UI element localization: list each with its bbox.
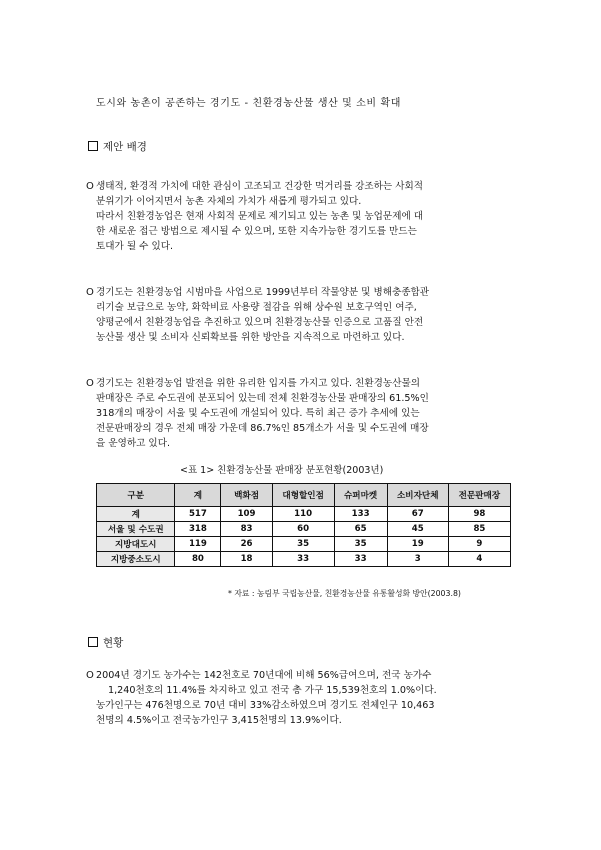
header-cell: 계 [175, 484, 221, 507]
text-line: 생태적, 환경적 가치에 대한 관심이 고조되고 건강한 먹거리를 강조하는 사회적 [96, 181, 424, 192]
section-label: 현황 [103, 637, 124, 649]
header-cell: 백화점 [221, 484, 272, 507]
row-header-cell: 지방중소도시 [97, 552, 175, 567]
table-cell: 83 [221, 522, 272, 537]
table-row [97, 537, 511, 552]
table-cell: 98 [448, 507, 510, 522]
table-cell: 9 [448, 537, 510, 552]
table-cell: 65 [334, 522, 387, 537]
table-cell: 3 [387, 552, 448, 567]
table-cell: 35 [334, 537, 387, 552]
table-cell: 33 [334, 552, 387, 567]
text-line: 2004년 경기도 농가수는 142천호로 70년대에 비해 56%급여으며, 전국 농가수 [96, 670, 432, 681]
header-cell: 소비자단체 [387, 484, 448, 507]
text-line: 318개의 매장이 서울 및 수도권에 개설되어 있다. 특히 최근 증가 추세에 있는 [96, 408, 420, 419]
table-cell: 4 [448, 552, 510, 567]
text-line: 을 운영하고 있다. [96, 438, 171, 449]
document-title: 도시와 농촌이 공존하는 경기도 - 친환경농산물 생산 및 소비 확대 [96, 98, 401, 109]
paragraph-4 [96, 668, 437, 728]
text-line: 농산물 생산 및 소비자 신뢰확보를 위한 방안을 지속적으로 마련하고 있다. [96, 332, 405, 343]
table-cell: 133 [334, 507, 387, 522]
text-line: 양평군에서 친환경농업을 추진하고 있으며 친환경농산물 인증으로 고품질 안전 [96, 317, 424, 328]
header-cell: 슈퍼마켓 [334, 484, 387, 507]
table-row [97, 507, 511, 522]
table-cell: 110 [272, 507, 334, 522]
row-header-cell: 지방대도시 [97, 537, 175, 552]
header-cell: 구분 [97, 484, 175, 507]
table-header-row [97, 484, 511, 507]
table-cell: 119 [175, 537, 221, 552]
bullet-icon: O [86, 181, 94, 192]
row-header-cell: 서울 및 수도권 [97, 522, 175, 537]
table-cell: 109 [221, 507, 272, 522]
paragraph-2 [96, 285, 429, 345]
text-line: 전문판매장의 경우 전체 매장 가운데 86.7%인 85개소가 서울 및 수도권에 매장 [96, 423, 429, 434]
table-cell: 35 [272, 537, 334, 552]
bullet-icon: O [86, 378, 94, 389]
text-line: 한 새로운 접근 방법으로 제시될 수 있으며, 또한 지속가능한 경기도를 만드는 [96, 226, 417, 237]
text-line: 리기술 보급으로 농약, 화학비료 사용량 절감을 위해 상수원 보호구역인 여주, [96, 302, 417, 313]
table-row [97, 552, 511, 567]
paragraph-1 [96, 179, 423, 254]
row-header-cell: 계 [97, 507, 175, 522]
section-box-icon [88, 141, 98, 151]
table-cell: 45 [387, 522, 448, 537]
text-line: 토대가 될 수 있다. [96, 241, 174, 252]
bullet-icon: O [86, 287, 94, 298]
bullet-icon: O [86, 670, 94, 681]
text-line: 경기도는 친환경농업 시범마을 사업으로 1999년부터 작물양분 및 병해충종합관 [96, 287, 430, 298]
section-heading-background [88, 141, 147, 153]
text-line: 1,240천호의 11.4%를 차지하고 있고 전국 총 가구 15,539천호의 1.0%이다. [108, 685, 437, 696]
text-line: 경기도는 친환경농업 발전을 위한 유리한 입지를 가지고 있다. 친환경농산물의 [96, 378, 421, 389]
table-source-note: * 자료 : 농림부 국립농산물, 친환경농산물 유통활성화 방안(2003.8) [228, 589, 461, 598]
table-row [97, 522, 511, 537]
table-cell: 85 [448, 522, 510, 537]
section-label: 제안 배경 [103, 141, 147, 153]
table-caption: <표 1> 친환경농산물 판매장 분포현황(2003년) [180, 465, 384, 476]
header-cell: 전문판매장 [448, 484, 510, 507]
section-box-icon [88, 637, 98, 647]
table-cell: 18 [221, 552, 272, 567]
text-line: 천명의 4.5%이고 전국농가인구 3,415천명의 13.9%이다. [96, 715, 342, 726]
paragraph-3 [96, 376, 429, 451]
table-cell: 318 [175, 522, 221, 537]
text-line: 농가인구는 476천명으로 70년 대비 33%감소하였으며 경기도 전체인구 10,463 [96, 700, 435, 711]
table-cell: 33 [272, 552, 334, 567]
header-cell: 대형할인점 [272, 484, 334, 507]
table-cell: 60 [272, 522, 334, 537]
sales-outlet-table [96, 483, 511, 567]
table-cell: 19 [387, 537, 448, 552]
table-cell: 517 [175, 507, 221, 522]
section-heading-status [88, 637, 123, 649]
table-cell: 26 [221, 537, 272, 552]
text-line: 판매장은 주로 수도권에 분포되어 있는데 전체 친환경농산물 판매장의 61.5%인 [96, 393, 429, 404]
text-line: 분위기가 이어지면서 농촌 자체의 가치가 새롭게 평가되고 있다. [96, 196, 362, 207]
text-line: 따라서 친환경농업은 현재 사회적 문제로 제기되고 있는 농촌 및 농업문제에 대 [96, 211, 424, 222]
table-cell: 80 [175, 552, 221, 567]
table-cell: 67 [387, 507, 448, 522]
